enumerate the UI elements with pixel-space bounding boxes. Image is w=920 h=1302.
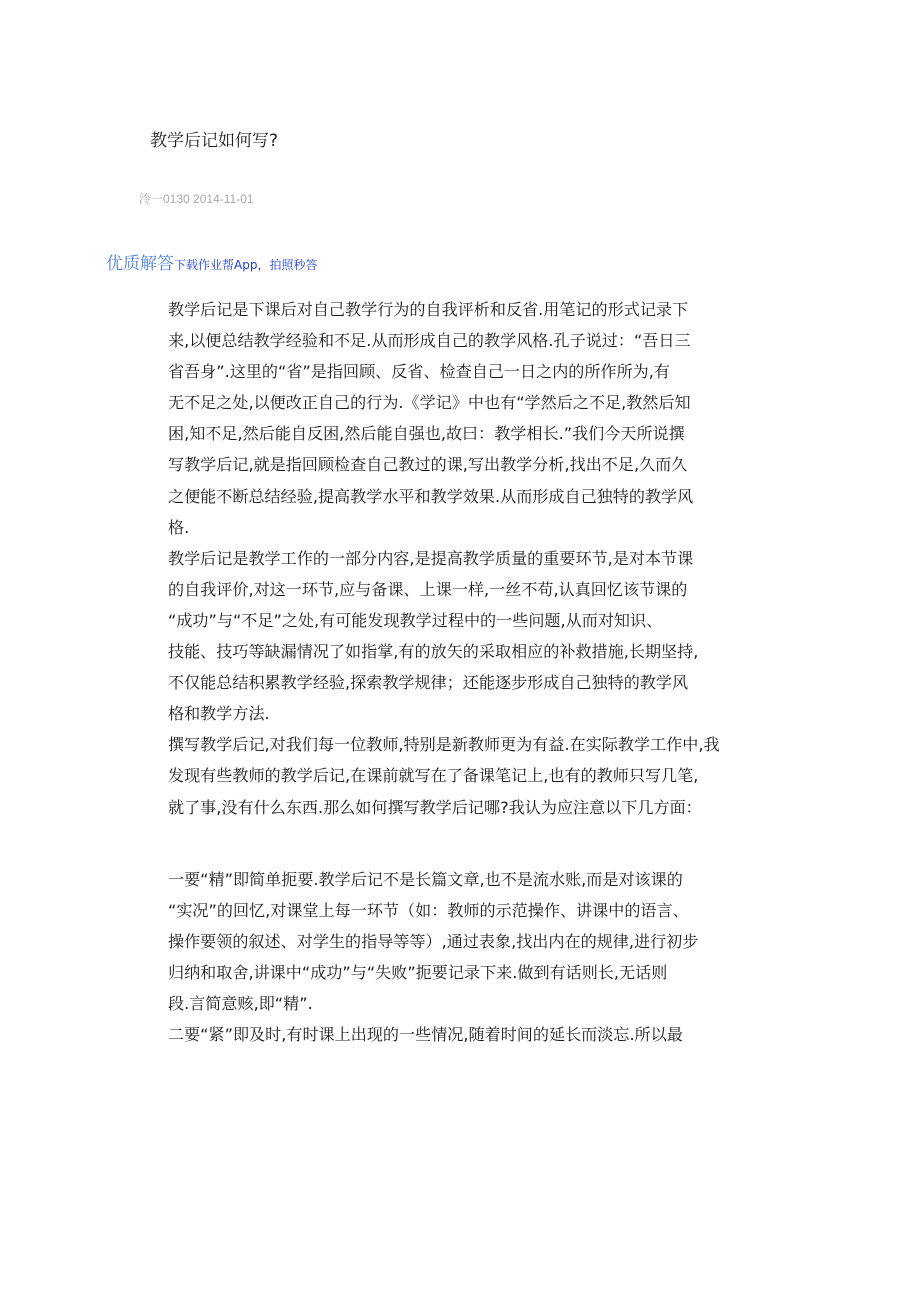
answer-line: 写教学后记,就是指回顾检查自己教过的课,写出教学分析,找出不足,久而久 xyxy=(168,455,688,475)
app-download-link[interactable]: 下载作业帮App，拍照秒答 xyxy=(174,258,318,272)
answer-line: 一要“精”即简单扼要.教学后记不是长篇文章,也不是流水账,而是对该课的 xyxy=(168,869,683,889)
answer-line: 不仅能总结积累教学经验,探索教学规律；还能逐步形成自己独特的教学风 xyxy=(168,673,689,693)
answer-line: 格和教学方法. xyxy=(168,704,270,724)
answer-line: 困,知不足,然后能自反困,然后能自强也,故曰：教学相长.”我们今天所说撰 xyxy=(168,424,685,444)
answer-header xyxy=(106,249,317,274)
answer-line: “成功”与“不足”之处,有可能发现教学过程中的一些问题,从而对知识、 xyxy=(168,610,663,630)
answer-line: 归纳和取舍,讲课中“成功”与“失败”扼要记录下来.做到有话则长,无话则 xyxy=(168,962,668,982)
answer-line: 来,以便总结教学经验和不足.从而形成自己的教学风格.孔子说过：“吾日三 xyxy=(168,331,691,351)
question-title: 教学后记如何写? xyxy=(150,131,279,151)
answer-line: 教学后记是下课后对自己教学行为的自我评析和反省.用笔记的形式记录下 xyxy=(168,300,689,319)
question-meta xyxy=(139,190,254,207)
answer-line: 段.言简意赅,即“精”. xyxy=(168,993,313,1013)
answer-line: 无不足之处,以便改正自己的行为.《学记》中也有“学然后之不足,教然后知 xyxy=(168,393,691,413)
answer-line xyxy=(168,823,808,864)
answer-line: 的自我评价,对这一环节,应与备课、上课一样,一丝不苟,认真回忆该节课的 xyxy=(168,579,688,599)
answer-line: “实况”的回忆,对课堂上每一环节（如：教师的示范操作、讲课中的语言、 xyxy=(168,900,689,920)
answer-line: 操作要领的叙述、对学生的指导等等）,通过表象,找出内在的规律,进行初步 xyxy=(168,931,699,951)
answer-label: 优质解答 xyxy=(106,254,174,274)
answer-line: 教学后记是教学工作的一部分内容,是提高教学质量的重要环节,是对本节课 xyxy=(168,548,694,568)
post-date: 2014-11-01 xyxy=(193,192,254,206)
answer-line: 就了事,没有什么东西.那么如何撰写教学后记哪?我认为应注意以下几方面： xyxy=(168,797,702,817)
answer-line: 发现有些教师的教学后记,在课前就写在了备课笔记上,也有的教师只写几笔, xyxy=(168,766,699,786)
answer-line: 二要“紧”即及时,有时课上出现的一些情况,随着时间的延长而淡忘.所以最 xyxy=(168,1025,683,1045)
answer-body xyxy=(168,294,808,1050)
answer-line: 格. xyxy=(168,517,190,537)
author-name[interactable]: 泠一0130 xyxy=(139,192,190,206)
answer-line: 之便能不断总结经验,提高教学水平和教学效果.从而形成自己独特的教学风 xyxy=(168,486,694,506)
answer-line: 撰写教学后记,对我们每一位教师,特别是新教师更为有益.在实际教学工作中,我 xyxy=(168,735,720,755)
answer-line: 技能、技巧等缺漏情况了如指掌,有的放矢的采取相应的补救措施,长期坚持, xyxy=(168,642,699,662)
answer-line: 省吾身”.这里的“省”是指回顾、反省、检查自己一日之内的所作所为,有 xyxy=(168,362,670,382)
